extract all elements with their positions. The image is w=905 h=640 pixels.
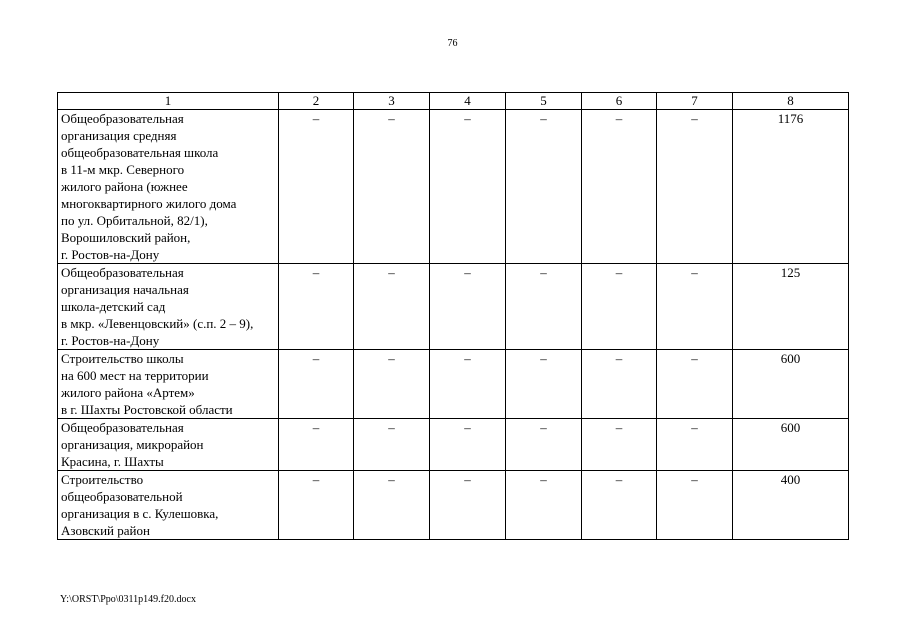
object-name-line: организация начальная — [61, 282, 189, 297]
object-name-line: в 11-м мкр. Северного — [61, 162, 185, 177]
object-name-line: Строительство — [61, 472, 144, 487]
value-cell: – — [657, 419, 733, 471]
total-value-cell: 125 — [733, 264, 849, 350]
object-name-line: Строительство школы — [61, 351, 184, 366]
object-name-cell — [58, 350, 279, 419]
object-name-cell — [58, 110, 279, 264]
column-header: 4 — [430, 93, 506, 110]
object-name-line: г. Ростов-на-Дону — [61, 247, 160, 262]
value-cell: – — [430, 419, 506, 471]
object-name-line: Общеобразовательная — [61, 265, 184, 280]
value-cell: – — [354, 264, 430, 350]
column-header: 6 — [582, 93, 657, 110]
header-row — [58, 93, 849, 110]
object-name-line: в мкр. «Левенцовский» (с.п. 2 – 9), — [61, 316, 254, 331]
object-name-line: Общеобразовательная — [61, 420, 184, 435]
object-name-cell — [58, 471, 279, 540]
object-name-line: школа-детский сад — [61, 299, 166, 314]
table-row — [58, 419, 849, 471]
object-name-line: многоквартирного жилого дома — [61, 196, 237, 211]
value-cell: – — [430, 471, 506, 540]
object-name-line: г. Ростов-на-Дону — [61, 333, 160, 348]
value-cell: – — [582, 471, 657, 540]
value-cell: – — [430, 350, 506, 419]
value-cell: – — [506, 471, 582, 540]
object-name-cell — [58, 419, 279, 471]
object-name-line: Азовский район — [61, 523, 150, 538]
value-cell: – — [279, 110, 354, 264]
object-name-line: жилого района «Артем» — [61, 385, 195, 400]
value-cell: – — [354, 110, 430, 264]
value-cell: – — [430, 110, 506, 264]
column-header: 2 — [279, 93, 354, 110]
object-name-line: общеобразовательной — [61, 489, 183, 504]
object-name-line: Общеобразовательная — [61, 111, 184, 126]
table-row — [58, 264, 849, 350]
object-name-line: по ул. Орбитальной, 82/1), — [61, 213, 208, 228]
footer-file-path: Y:\ORST\Ppo\0311p149.f20.docx — [60, 594, 196, 605]
total-value-cell: 1176 — [733, 110, 849, 264]
object-name-line: организация средняя — [61, 128, 177, 143]
value-cell: – — [279, 264, 354, 350]
value-cell: – — [506, 419, 582, 471]
value-cell: – — [279, 350, 354, 419]
column-header: 7 — [657, 93, 733, 110]
value-cell: – — [657, 350, 733, 419]
value-cell: – — [582, 350, 657, 419]
value-cell: – — [506, 350, 582, 419]
object-name-line: на 600 мест на территории — [61, 368, 209, 383]
value-cell: – — [582, 419, 657, 471]
value-cell: – — [354, 419, 430, 471]
column-header: 1 — [58, 93, 279, 110]
object-name-line: организация, микрорайон — [61, 437, 204, 452]
page-number: 76 — [447, 38, 458, 49]
value-cell: – — [657, 264, 733, 350]
total-value-cell: 400 — [733, 471, 849, 540]
value-cell: – — [506, 264, 582, 350]
value-cell: – — [582, 110, 657, 264]
data-table — [57, 92, 849, 540]
object-name-line: Красина, г. Шахты — [61, 454, 164, 469]
table-row — [58, 471, 849, 540]
object-name-line: в г. Шахты Ростовской области — [61, 402, 233, 417]
value-cell: – — [657, 471, 733, 540]
object-name-line: жилого района (южнее — [61, 179, 188, 194]
value-cell: – — [657, 110, 733, 264]
table-row — [58, 350, 849, 419]
value-cell: – — [506, 110, 582, 264]
object-name-line: Ворошиловский район, — [61, 230, 191, 245]
value-cell: – — [279, 471, 354, 540]
value-cell: – — [279, 419, 354, 471]
object-name-line: организация в с. Кулешовка, — [61, 506, 219, 521]
column-header: 3 — [354, 93, 430, 110]
value-cell: – — [430, 264, 506, 350]
table-body — [58, 110, 849, 540]
table-row — [58, 110, 849, 264]
total-value-cell: 600 — [733, 419, 849, 471]
total-value-cell: 600 — [733, 350, 849, 419]
value-cell: – — [354, 471, 430, 540]
object-name-line: общеобразовательная школа — [61, 145, 219, 160]
value-cell: – — [582, 264, 657, 350]
value-cell: – — [354, 350, 430, 419]
object-name-cell — [58, 264, 279, 350]
column-header: 8 — [733, 93, 849, 110]
column-header: 5 — [506, 93, 582, 110]
